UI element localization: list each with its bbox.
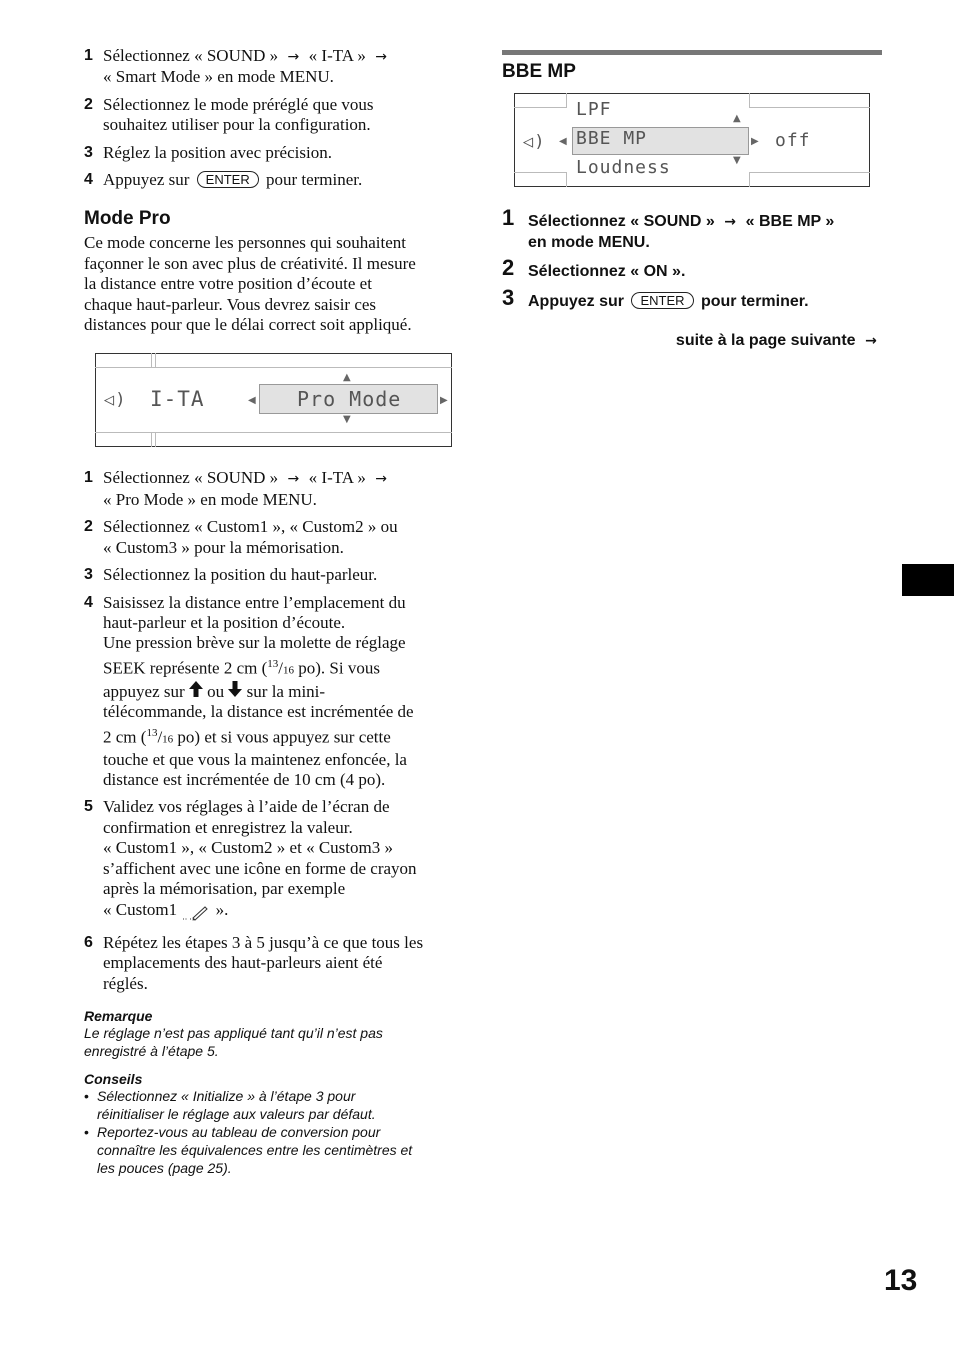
step-text: « Custom3 » pour la mémorisation. bbox=[103, 537, 344, 557]
step-number: 3 bbox=[84, 143, 93, 161]
pro-step-1 bbox=[84, 468, 464, 510]
bbe-step-3: 3 Appuyez sur ENTER pour terminer. bbox=[502, 284, 809, 310]
lcd-item-lpf: LPF bbox=[576, 99, 612, 120]
arrow-right-icon: → bbox=[865, 333, 877, 349]
arrow-right-icon: → bbox=[287, 471, 300, 488]
step-number: 1 bbox=[502, 205, 515, 230]
smart-step-2 bbox=[84, 95, 464, 136]
step-text: Sélectionnez « Custom1 », « Custom2 » ou bbox=[103, 517, 398, 537]
lcd-label-ita: I-TA bbox=[150, 387, 205, 412]
triangle-up-icon: ▲ bbox=[343, 372, 351, 384]
pro-step-2 bbox=[84, 517, 464, 558]
step-number: 3 bbox=[502, 284, 515, 310]
speaker-icon: ◁) bbox=[104, 390, 127, 411]
conseil-item: • Reportez-vous au tableau de conversion pour connaître les équivalences entre les centimètres et les pouces (page 25). bbox=[84, 1124, 413, 1177]
arrow-up-icon bbox=[189, 681, 203, 702]
remarque-text: Le réglage n’est pas appliqué tant qu’il n’est pas enregistré à l’étape 5. bbox=[84, 1025, 383, 1060]
lcd-item-loudness: Loudness bbox=[576, 157, 671, 178]
bullet-icon: • bbox=[84, 1088, 89, 1105]
triangle-up-icon: ▲ bbox=[733, 113, 741, 124]
triangle-right-icon: ▶ bbox=[751, 136, 759, 147]
right-column bbox=[502, 50, 882, 350]
arrow-right-icon: → bbox=[287, 49, 300, 65]
step-text: Sélectionnez « SOUND » bbox=[103, 468, 279, 488]
side-tab bbox=[902, 564, 954, 596]
enter-key: ENTER bbox=[197, 171, 259, 188]
pencil-icon bbox=[181, 903, 211, 926]
lcd-display-pro-mode bbox=[95, 353, 452, 447]
step-number: 2 bbox=[84, 95, 93, 113]
triangle-left-icon: ◀ bbox=[559, 136, 567, 147]
triangle-left-icon: ◀ bbox=[248, 395, 256, 407]
smart-step-3 bbox=[84, 143, 464, 163]
step-text: Appuyez sur bbox=[103, 170, 190, 190]
remarque-heading: Remarque bbox=[84, 1008, 153, 1025]
arrow-right-icon: → bbox=[375, 49, 387, 65]
triangle-down-icon: ▼ bbox=[343, 414, 351, 426]
step-text: Sélectionnez le mode préréglé que vous bbox=[103, 94, 374, 114]
conseils-heading: Conseils bbox=[84, 1071, 143, 1088]
step-text: « Pro Mode » en mode MENU. bbox=[103, 489, 317, 509]
smart-step-1 bbox=[84, 46, 464, 88]
bbe-step-2: 2 Sélectionnez « ON ». bbox=[502, 255, 686, 280]
lcd-display-bbe bbox=[514, 93, 870, 187]
step-number: 6 bbox=[84, 933, 93, 951]
section-rule bbox=[502, 50, 882, 55]
bbe-heading: BBE MP bbox=[502, 61, 576, 82]
pro-step-4: 4 Saisissez la distance entre l’emplacement du haut-parleur et la position d’écoute. Une pression brève sur la molette de réglage SEEK représente 2 cm ($^{13}$/16 po). Si vous appuyez sur ou sur la mini- télécommande, la distance est incrémentée de 2 cm ($^{13}$/16 po) et si vous appuyez sur cette touche et que vous la maintenez enfoncée, la distance est incrémentée de 10 cm (4 po). bbox=[84, 592, 414, 790]
arrow-right-icon: → bbox=[375, 471, 387, 488]
bbe-step-1: 1 Sélectionnez « SOUND » → « BBE MP » en mode MENU. bbox=[502, 205, 835, 251]
pro-step-3 bbox=[84, 565, 464, 585]
page-number: 13 bbox=[884, 1264, 918, 1297]
pro-step-5: 5 Validez vos réglages à l’aide de l’écran de confirmation et enregistrez la valeur. « Custom1 », « Custom2 » et « Custom3 » s’affichent avec une icône en forme de crayon après la mémorisation, par exemple « Custom1 ». bbox=[84, 797, 464, 925]
pro-step-6: 6 Répétez les étapes 3 à 5 jusqu’à ce que tous les emplacements des haut-parleurs aient été réglés. bbox=[84, 932, 424, 993]
step-number: 1 bbox=[84, 469, 93, 487]
triangle-right-icon: ▶ bbox=[440, 395, 448, 407]
step-number: 4 bbox=[84, 171, 93, 189]
mode-pro-heading: Mode Pro bbox=[84, 208, 171, 230]
step-text: « I-TA » bbox=[308, 46, 366, 65]
mode-pro-paragraph: Ce mode concerne les personnes qui souhaitent façonner le son avec plus de créativité. Il mesure la distance entre votre position d’écoute et chaque haut-parleur. Vous devrez saisir ces distances pour que le délai correct soit appliqué. bbox=[84, 233, 416, 335]
left-column bbox=[84, 46, 464, 1177]
speaker-icon: ◁) bbox=[523, 132, 546, 152]
step-text: Sélectionnez « SOUND » bbox=[103, 46, 279, 65]
step-text: « Smart Mode » en mode MENU. bbox=[103, 67, 334, 87]
smart-step-4 bbox=[84, 170, 464, 190]
step-number: 4 bbox=[84, 593, 93, 611]
step-number: 3 bbox=[84, 566, 93, 584]
step-number: 1 bbox=[84, 47, 93, 64]
continued-note: suite à la page suivante → bbox=[502, 332, 882, 350]
step-text: « I-TA » bbox=[308, 468, 366, 488]
bullet-icon: • bbox=[84, 1124, 89, 1141]
conseil-item: • Sélectionnez « Initialize » à l’étape 3 pour réinitialiser le réglage aux valeurs par défaut. bbox=[84, 1088, 376, 1123]
lcd-selected-bbe-mp: BBE MP bbox=[576, 128, 648, 149]
arrow-right-icon: → bbox=[724, 214, 737, 230]
enter-key: ENTER bbox=[631, 292, 693, 309]
step-text: pour terminer. bbox=[265, 170, 363, 190]
lcd-selected-pro-mode: Pro Mode bbox=[297, 387, 402, 412]
step-text: Réglez la position avec précision. bbox=[103, 142, 332, 162]
lcd-value-off: off bbox=[775, 130, 811, 151]
triangle-down-icon: ▼ bbox=[733, 155, 741, 166]
step-number: 2 bbox=[84, 518, 93, 536]
step-text: souhaitez utiliser pour la configuration. bbox=[103, 115, 371, 135]
step-number: 5 bbox=[84, 798, 93, 816]
step-text: Sélectionnez la position du haut-parleur. bbox=[103, 565, 378, 585]
step-number: 2 bbox=[502, 255, 515, 280]
arrow-down-icon bbox=[228, 681, 242, 702]
